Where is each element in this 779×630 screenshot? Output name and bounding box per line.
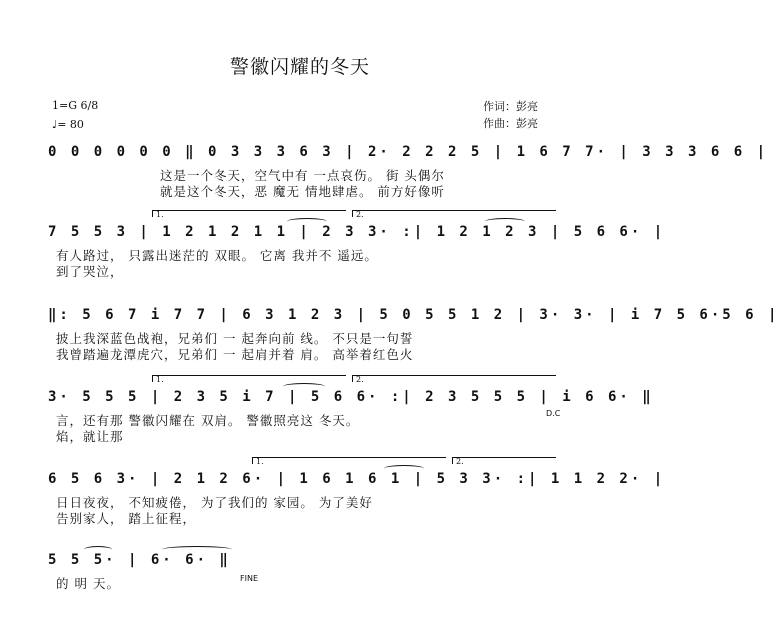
lyric-line: 的 明 天。 xyxy=(56,576,120,591)
fine-mark: FINE xyxy=(240,574,258,583)
lyric-line: 日日夜夜， 不知疲倦， 为了我们的 家园。 为了美好 xyxy=(56,495,373,510)
volta-2: 2. xyxy=(352,210,556,217)
volta-2: 2. xyxy=(452,457,556,464)
page-title: 警徽闪耀的冬天 xyxy=(229,56,370,78)
lyric-line: 到了哭泣， xyxy=(56,264,124,279)
lyric-line: 告别家人， 踏上征程， xyxy=(56,511,196,526)
lyric-line: 焰，就让那 xyxy=(56,429,124,444)
notation-line: 3· 5 5 5 | 2 3 5 i 7 | 5 6 6· :| 2 3 5 5 5 | i 6 6· ‖ xyxy=(48,389,654,405)
dc-mark: D.C xyxy=(546,409,561,418)
credits xyxy=(483,98,538,132)
lyric-line: 言，还有那 警徽闪耀在 双肩。 警徽照亮这 冬天。 xyxy=(56,413,360,428)
lyric-line: 有人路过， 只露出迷茫的 双眼。 它离 我并不 遥远。 xyxy=(56,248,378,263)
notation-line: 5 5 5· | 6· 6· ‖ xyxy=(48,552,231,568)
volta-1: 1. xyxy=(152,375,346,382)
lyricist: 作词：彭亮 xyxy=(483,100,538,113)
notation-line: 0 0 0 0 0 0 ‖ 0 3 3 3 6 3 | 2· 2 2 2 5 | 1 6 7 7· | 3 3 3 6 6 | xyxy=(48,144,769,160)
volta-1: 1. xyxy=(252,457,446,464)
tempo-marking: ♩= 80 xyxy=(52,118,84,131)
key-signature: 1=G 6/8 xyxy=(52,99,99,112)
lyric-line: 就是这个冬天，恶 魔无 情地肆虐。 前方好像听 xyxy=(160,184,445,199)
volta-1: 1. xyxy=(152,210,346,217)
notation-line: 6 5 6 3· | 2 1 2 6· | 1 6 1 6 1 | 5 3 3· :| 1 1 2 2· | xyxy=(48,471,666,487)
notation-line: ‖: 5 6 7 i 7 7 | 6 3 1 2 3 | 5 0 5 5 1 2 | 3· 3· | i 7 5 6·5 6 | xyxy=(48,307,779,323)
composer: 作曲：彭亮 xyxy=(483,117,538,130)
notation-line: 7 5 5 3 | 1 2 1 2 1 1 | 2 3 3· :| 1 2 1 2 3 | 5 6 6· | xyxy=(48,224,666,240)
lyric-line: 这是一个冬天，空气中有 一点哀伤。 街 头偶尔 xyxy=(160,168,445,183)
lyric-line: 披上我深蓝色战袍，兄弟们 一 起奔向前 线。 不只是一句誓 xyxy=(56,331,414,346)
lyric-line: 我曾踏遍龙潭虎穴，兄弟们 一 起肩并着 肩。 高举着红色火 xyxy=(56,347,414,362)
volta-2: 2. xyxy=(352,375,556,382)
